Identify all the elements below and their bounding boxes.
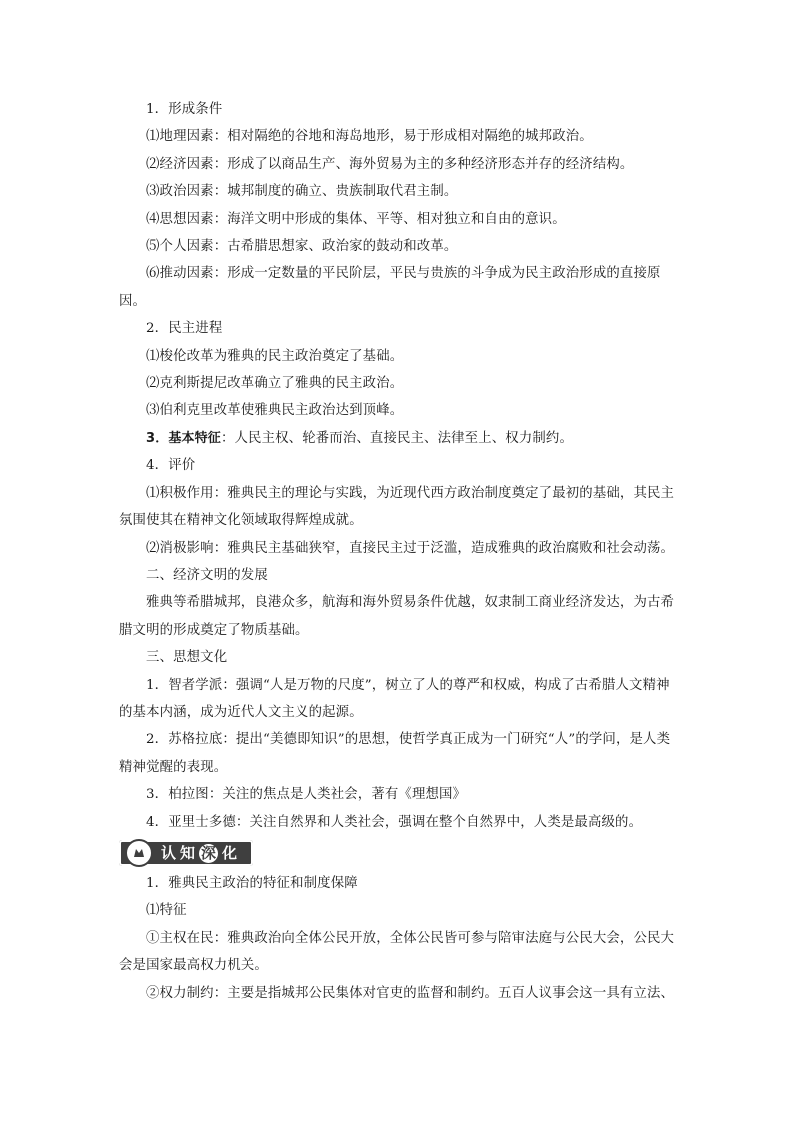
- section-heading-formation: 1．形成条件: [146, 102, 223, 117]
- deepen-item-1: ①主权在民：雅典政治向全体公民开放，全体公民皆可参与陪审法庭与公民大会，公民大会是国家最高权力机关。: [119, 930, 675, 974]
- process-item-1: ⑴梭伦改革为雅典的民主政治奠定了基础。: [146, 348, 404, 364]
- features-text: ：人民主权、轮番而治、直接民主、法律至上、权力制约。: [220, 430, 574, 446]
- section-heading-thought: 三、思想文化: [146, 650, 228, 666]
- banner-text-highlight: 深: [201, 844, 217, 863]
- features-line: [119, 425, 679, 452]
- thought-item-3: 3．柏拉图：关注的焦点是人类社会，著有《理想国》: [146, 787, 467, 803]
- section-heading-economy: 二、经济文明的发展: [146, 567, 268, 583]
- deepen-subheading: ⑴特征: [146, 903, 187, 919]
- evaluation-item-2: ⑵消极影响：雅典民主基础狭窄，直接民主过于泛滥，造成雅典的政治腐败和社会动荡。: [146, 540, 675, 556]
- formation-item-3: ⑶政治因素：城邦制度的确立、贵族制取代君主制。: [146, 184, 458, 200]
- banner-box: [119, 840, 253, 866]
- features-title: 3．基本特征: [146, 430, 221, 446]
- formation-item-6: ⑹推动因素：形成一定数量的平民阶层，平民与贵族的斗争成为民主政治形成的直接原因。: [119, 266, 661, 309]
- banner-text-before: 认知: [161, 844, 200, 863]
- section-heading-process: 2．民主进程: [146, 321, 223, 337]
- banner-title: [161, 842, 241, 863]
- formation-item-1: ⑴地理因素：相对隔绝的谷地和海岛地形，易于形成相对隔绝的城邦政治。: [146, 129, 593, 145]
- economy-text: 雅典等希腊城邦，良港众多，航海和海外贸易条件优越，奴隶制工商业经济发达，为古希腊文明的形成奠定了物质基础。: [119, 595, 675, 638]
- banner-text-after: 化: [222, 844, 242, 863]
- evaluation-item-1: ⑴积极作用：雅典民主的理论与实践，为近现代西方政治制度奠定了最初的基础，其民主氛围使其在精神文化领域取得辉煌成就。: [119, 485, 675, 529]
- thought-item-1: 1．智者学派：强调“人是万物的尺度”，树立了人的尊严和权威，构成了古希腊人文精神的基本内涵，成为近代人文主义的起源。: [119, 677, 670, 720]
- process-item-3: ⑶伯利克里改革使雅典民主政治达到顶峰。: [146, 403, 404, 419]
- section-banner: [119, 836, 679, 870]
- process-item-2: ⑵克利斯提尼改革确立了雅典的民主政治。: [146, 376, 404, 392]
- document-page: [119, 96, 679, 1007]
- formation-item-2: ⑵经济因素：形成了以商品生产、海外贸易为主的多种经济形态并存的经济结构。: [146, 156, 634, 172]
- formation-item-5: ⑸个人因素：古希腊思想家、政治家的鼓动和改革。: [146, 239, 458, 255]
- deepen-item-2: ②权力制约：主要是指城邦公民集体对官吏的监督和制约。五百人议事会这一具有立法、: [146, 985, 675, 1001]
- section-heading-deepen: 1．雅典民主政治的特征和制度保障: [146, 875, 358, 891]
- thought-item-2: 2．苏格拉底：提出“美德即知识”的思想，使哲学真正成为一门研究“人”的学问，是人类精神觉醒的表现。: [119, 732, 671, 775]
- thought-item-4: 4．亚里士多德：关注自然界和人类社会，强调在整个自然界中，人类是最高级的。: [146, 814, 643, 830]
- formation-item-4: ⑷思想因素：海洋文明中形成的集体、平等、相对独立和自由的意识。: [146, 211, 566, 227]
- mouse-icon: [125, 839, 153, 867]
- section-heading-evaluation: 4．评价: [146, 458, 196, 474]
